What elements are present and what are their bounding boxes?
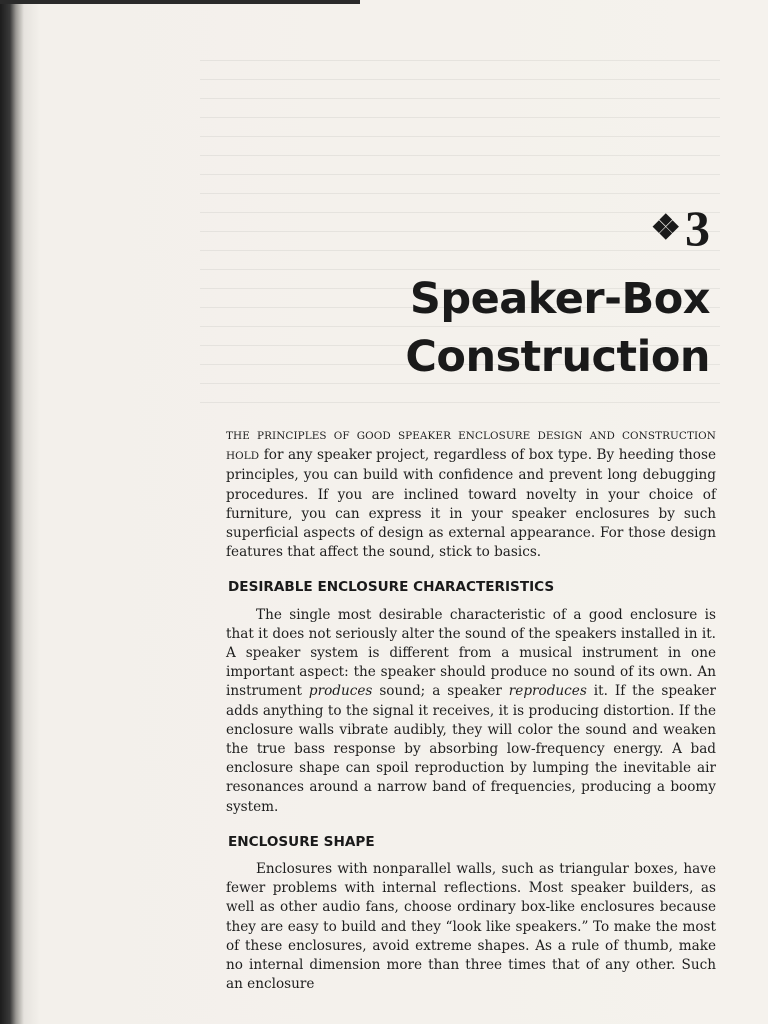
chapter-number [651, 198, 710, 259]
intro-paragraph [226, 426, 716, 562]
characteristics-text-2: sound; a speaker [372, 683, 509, 700]
section-heading-characteristics: DESIRABLE ENCLOSURE CHARACTERISTICS [228, 579, 555, 596]
characteristics-paragraph [226, 606, 716, 817]
diamond-ornament-icon: ❖ [650, 210, 681, 247]
section-heading-shape: ENCLOSURE SHAPE [228, 833, 375, 850]
chapter-title [290, 270, 710, 386]
characteristics-text-3: it. If the speaker adds anything to the signal it receives, it is producing distortion. If the enclosure walls vibrate audibly, they will color the sound and weaken the true bass response by absorbing low-frequency energy. A bad enclosure shape can spoil reproduction by lumping the inevitable air resonances around a narrow band of frequencies, producing a boomy system. [226, 683, 716, 815]
emphasis-produces: produces [308, 683, 373, 700]
page-top-edge [0, 0, 360, 4]
body-text [226, 426, 716, 994]
chapter-title-line1: Speaker-Box [409, 274, 710, 324]
intro-text: for any speaker project, regardless of box type. By heeding those principles, you can build with confidence and prevent long debugging procedures. If you are inclined toward novelty in your choice of furniture, you can express it in your speaker enclosures by such superficial aspects of design as external appearance. For those design features that affect the sound, stick to basics. [226, 447, 716, 561]
chapter-number-value: 3 [685, 200, 710, 256]
characteristics-text-1: The single most desirable characteristic of a good enclosure is that it does not seriously alter the sound of the speakers installed in it. A speaker system is different from a musical instrument in one important aspect: the speaker should produce no sound of its own. An instrument [226, 606, 716, 700]
shape-paragraph: Enclosures with nonparallel walls, such as triangular boxes, have fewer problems with internal reflections. Most speaker builders, as well as other audio fans, choose ordinary box-like enclosures because they are easy to build and they “look like speakers.” To make the most of these enclosures, avoid extreme shapes. As a rule of thumb, make no internal dimension more than three times that of any other. Such an enclosure [226, 861, 716, 993]
emphasis-reproduces: reproduces [508, 683, 587, 700]
intro-smallcaps-lead: THE PRINCIPLES OF GOOD SPEAKER ENCLOSURE DESIGN AND CONSTRUCTION HOLD [226, 430, 716, 463]
chapter-title-line2: Construction [405, 332, 710, 382]
